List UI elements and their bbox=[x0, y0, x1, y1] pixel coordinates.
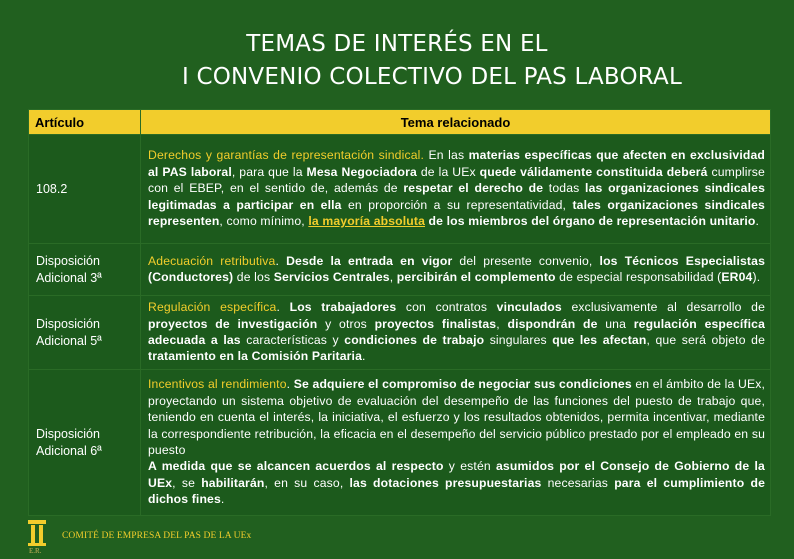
topic-text: , para que la bbox=[231, 164, 307, 179]
uex-logo-icon bbox=[27, 519, 47, 555]
topic-text: . bbox=[276, 300, 290, 315]
topic-text: una bbox=[597, 316, 634, 331]
topic-text: ER04 bbox=[721, 270, 753, 284]
table-row bbox=[29, 135, 771, 244]
topic-text: en el ámbito de la UEx, proyectando un sistema objetivo de evaluación del desempeño de las funciones del puesto de trabajo que, teniendo en cuenta el interés, la iniciativa, el esfuerzo y los resultados obtenidos, permita incentivar, mediante la correspondiente retribución, la eficacia en el desempeño del servicio público prestado por el empleado en su puesto bbox=[148, 377, 765, 457]
topics-table bbox=[28, 109, 771, 516]
table-header-row bbox=[29, 110, 771, 135]
topic-text: las organizaciones sindicales legitimadas a participar en ella bbox=[148, 181, 766, 212]
topic-text: del presente convenio, bbox=[452, 253, 600, 268]
topic-text: regulación específica adecuada a las bbox=[148, 316, 766, 347]
footer-text: COMITÉ DE EMPRESA DEL PAS DE LA UEx bbox=[62, 531, 252, 541]
topic-text: ). bbox=[752, 270, 761, 284]
topic-text: proyectos de investigación bbox=[148, 316, 318, 331]
topic-text: de los bbox=[233, 270, 274, 284]
topic-text: tales organizaciones sindicales representen bbox=[148, 197, 765, 229]
topic-text: y otros bbox=[317, 316, 375, 331]
topic-text: singulares bbox=[484, 333, 553, 347]
topic-text: de la UEx bbox=[416, 164, 480, 179]
topic-text: los Técnicos Especialistas (Conductores) bbox=[148, 253, 765, 284]
topic-text: quede válidamente constituida deberá bbox=[479, 164, 708, 179]
article-cell: Disposición Adicional 3ª bbox=[29, 244, 141, 296]
topic-heading: Adecuación retributiva bbox=[148, 253, 276, 268]
topic-cell bbox=[141, 135, 771, 244]
topic-text: las dotaciones presupuestarias bbox=[349, 475, 542, 490]
topic-text: proyectos finalistas bbox=[374, 316, 497, 331]
topic-text: . bbox=[286, 377, 294, 392]
topic-text: . bbox=[362, 349, 366, 364]
article-cell: Disposición Adicional 6ª bbox=[29, 370, 141, 516]
topic-text: exclusivamente al desarrollo de bbox=[561, 300, 766, 315]
column-header-topic: Tema relacionado bbox=[141, 110, 771, 135]
topic-cell bbox=[141, 370, 771, 516]
topic-text: , como mínimo, bbox=[219, 214, 309, 229]
topic-text: Servicios Centrales bbox=[273, 270, 390, 284]
topic-text: Se adquiere el compromiso de negociar sus condiciones bbox=[293, 377, 632, 392]
topic-text: que les afectan bbox=[552, 333, 647, 347]
topic-text: A medida que se alcancen acuerdos al respecto bbox=[148, 459, 444, 474]
topic-cell bbox=[141, 296, 771, 370]
column-header-article: Artículo bbox=[29, 110, 141, 135]
topic-text: Desde la entrada en vigor bbox=[286, 253, 453, 268]
topic-text: de especial responsabilidad ( bbox=[555, 270, 722, 284]
topic-text: , bbox=[496, 316, 508, 331]
topic-heading: Derechos y garantías de representación sindical. bbox=[148, 148, 425, 163]
topic-text: con contratos bbox=[396, 300, 497, 315]
topic-heading: Incentivos al rendimiento bbox=[148, 377, 287, 392]
topic-text: . bbox=[275, 253, 287, 268]
topic-text: respetar el derecho de bbox=[403, 181, 544, 196]
topic-text: dispondrán de bbox=[507, 316, 598, 331]
topic-text: todas bbox=[543, 181, 586, 196]
page-title bbox=[0, 28, 794, 94]
topic-text: percibirán el complemento bbox=[396, 270, 556, 284]
topic-text: . bbox=[220, 492, 225, 507]
topic-text: asumidos por el Consejo de Gobierno de la UEx bbox=[148, 459, 765, 490]
table-row bbox=[29, 296, 771, 370]
svg-text:E.R.: E.R. bbox=[29, 547, 42, 555]
topic-text: . bbox=[755, 214, 760, 229]
topic-text: habilitarán bbox=[201, 475, 265, 490]
topic-text: , se bbox=[172, 475, 202, 490]
topic-text: En las bbox=[424, 148, 469, 163]
topic-text: , en su caso, bbox=[264, 475, 350, 490]
article-cell: Disposición Adicional 5ª bbox=[29, 296, 141, 370]
title-line-1: TEMAS DE INTERÉS EN EL bbox=[246, 31, 548, 57]
table-row bbox=[29, 370, 771, 516]
topic-text: vinculados bbox=[496, 300, 562, 315]
topic-text: materias específicas que afecten en exclusividad al PAS laboral bbox=[148, 148, 765, 179]
topic-cell bbox=[141, 244, 771, 296]
topic-text: necesarias bbox=[541, 475, 615, 490]
topic-text: y estén bbox=[443, 459, 496, 474]
topic-text: características y bbox=[240, 333, 345, 347]
topic-text: tratamiento en la Comisión Paritaria bbox=[148, 349, 362, 364]
topic-text: para el cumplimiento de dichos fines bbox=[148, 475, 766, 507]
topic-text: en proporción a su representatividad, bbox=[341, 197, 573, 212]
topic-text: condiciones de trabajo bbox=[344, 333, 485, 347]
table-row bbox=[29, 244, 771, 296]
topic-text: Mesa Negociadora bbox=[306, 164, 417, 179]
topic-text: de los miembros del órgano de representación unitario bbox=[425, 214, 756, 229]
topic-text: cumplirse con el EBEP, en el sentido de, además de bbox=[148, 164, 765, 196]
topic-text: , bbox=[389, 270, 397, 284]
topic-text: , que será objeto de bbox=[646, 333, 765, 347]
title-line-2: I CONVENIO COLECTIVO DEL PAS LABORAL bbox=[181, 64, 683, 90]
article-cell: 108.2 bbox=[29, 135, 141, 244]
topic-text: Los trabajadores bbox=[289, 300, 397, 315]
topic-text: la mayoría absoluta bbox=[308, 214, 426, 229]
topic-heading: Regulación específica bbox=[148, 300, 277, 315]
